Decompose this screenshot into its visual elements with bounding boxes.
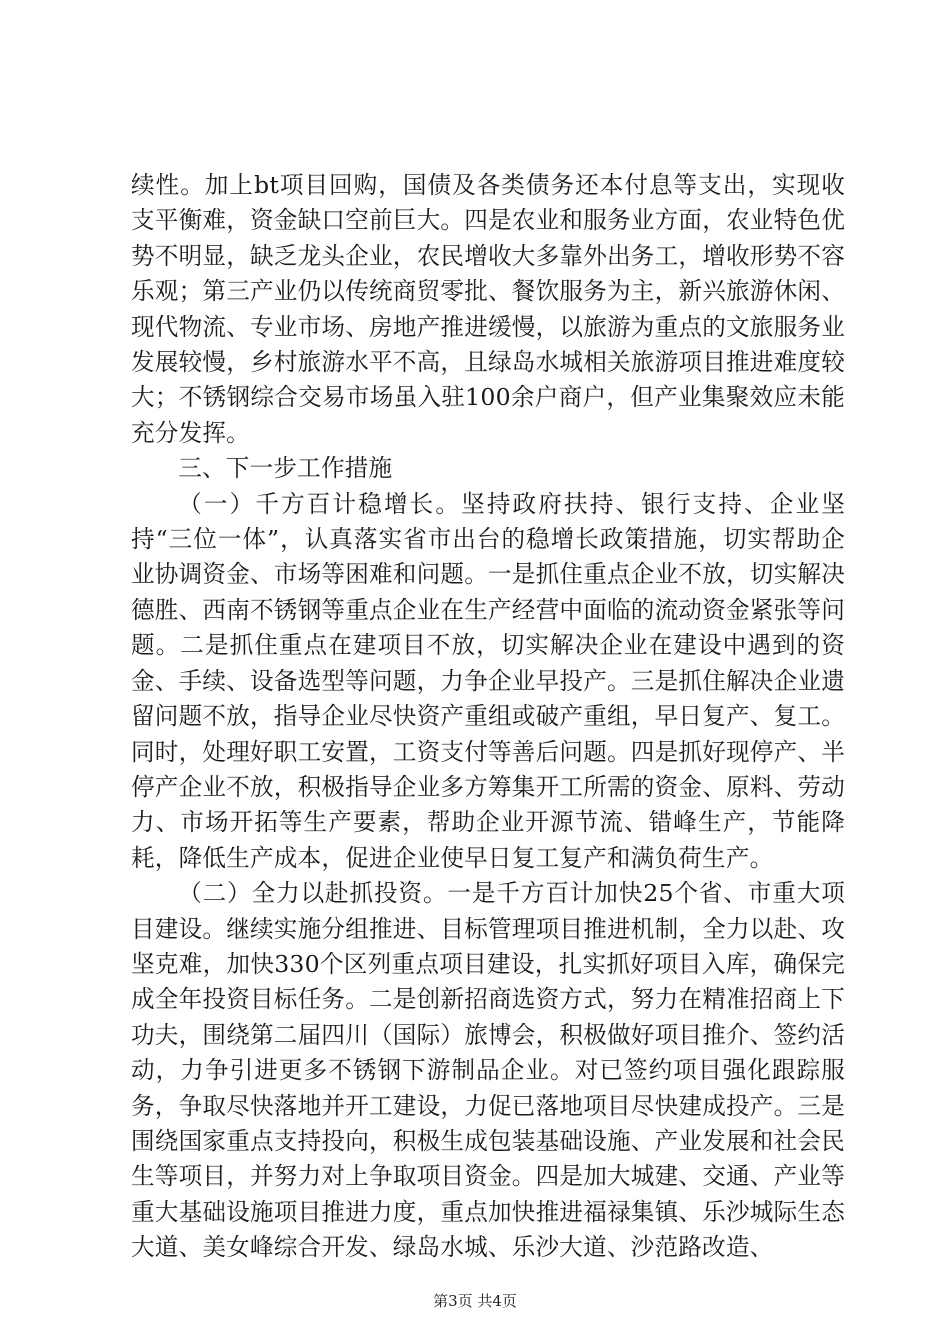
paragraph-continuation: 续性。加上bt项目回购，国债及各类债务还本付息等支出，实现收支平衡难，资金缺口空前巨大。四是农业和服务业方面，农业特色优势不明显，缺乏龙头企业，农民增收大多靠外出务工，增收形势不容乐观；第三产业仍以传统商贸零批、餐饮服务为主，新兴旅游休闲、现代物流、专业市场、房地产推进缓慢，以旅游为重点的文旅服务业发展较慢，乡村旅游水平不高，且绿岛水城相关旅游项目推进难度较大；不锈钢综合交易市场虽入驻100余户商户，但产业集聚效应未能充分发挥。	[131, 171, 845, 447]
paragraph-investment: （二）全力以赴抓投资。一是千方百计加快25个省、市重大项目建设。继续实施分组推进、目标管理项目推进机制，全力以赴、攻坚克难，加快330个区列重点项目建设，扎实抓好项目入库，确保完成全年投资目标任务。二是创新招商选资方式，努力在精准招商上下功夫，围绕第二届四川（国际）旅博会，积极做好项目推介、签约活动，力争引进更多不锈钢下游制品企业。对已签约项目强化跟踪服务，争取尽快落地并开工建设，力促已落地项目尽快建成投产。三是围绕国家重点支持投向，积极生成包装基础设施、产业发展和社会民生等项目，并努力对上争取项目资金。四是加大城建、交通、产业等重大基础设施项目推进力度，重点加快推进福禄集镇、乐沙城际生态大道、美女峰综合开发、绿岛水城、乐沙大道、沙范路改造、	[131, 879, 845, 1262]
page-number-footer: 第3页 共4页	[433, 1292, 517, 1310]
paragraph-stabilize-growth: （一）千方百计稳增长。坚持政府扶持、银行支持、企业坚持“三位一体”，认真落实省市出台的稳增长政策措施，切实帮助企业协调资金、市场等困难和问题。一是抓住重点企业不放，切实解决德胜、西南不锈钢等重点企业在生产经营中面临的流动资金紧张等问题。二是抓住重点在建项目不放，切实解决企业在建设中遇到的资金、手续、设备选型等问题，力争企业早投产。三是抓住解决企业遗留问题不放，指导企业尽快资产重组或破产重组，早日复产、复工。同时，处理好职工安置，工资支付等善后问题。四是抓好现停产、半停产企业不放，积极指导企业多方筹集开工所需的资金、原料、劳动力、市场开拓等生产要素，帮助企业开源节流、错峰生产，节能降耗，降低生产成本，促进企业使早日复工复产和满负荷生产。	[131, 489, 845, 872]
document-body	[131, 168, 845, 1266]
section-heading: 三、下一步工作措施	[178, 454, 393, 483]
